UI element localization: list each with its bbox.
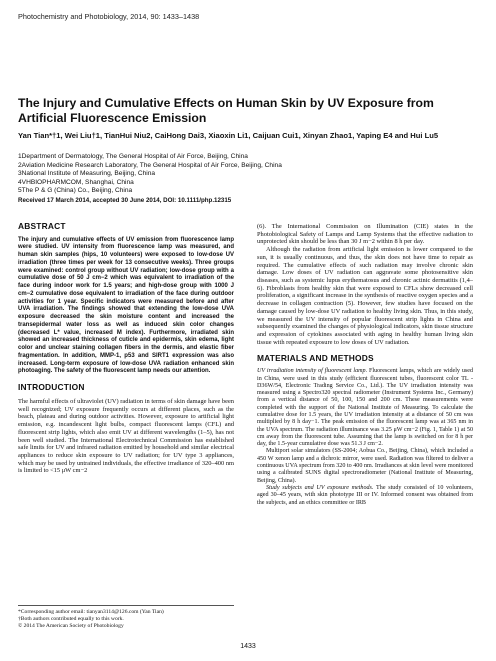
journal-citation: Photochemistry and Photobiology, 2014, 90: 1433–1438 — [18, 12, 200, 21]
affiliation: 4VHBIOPHARMCOM, Shanghai, China — [18, 178, 134, 186]
affiliation: 3National Institute of Measuring, Beijing, China — [18, 170, 156, 178]
body-paragraph: Although the radiation from artificial light emission is lower compared to the sun, it is usually continuous, and thus, the skin does not have time to repair as required. The cumulative effects of such radiation may involve chronic skin damage. Low doses of UV radiation can aggravate some photosensitive skin diseases, such as systemic lupus erythematosus and chronic actinic dermatitis (1,4–6). Fibroblasts from healthy skin that were exposed to CFLs show decreased cell proliferation, a significant increase in the synthesis of reactive oxygen species and a decrease in collagen contraction (5). However, few studies have focused on the damage caused by low-dose UV radiation to healthy living skin. Thus, in this study, we measured the UV intensity of popular fluorescent strip lights in China and subsequently examined the changes of physiological indicators, skin tissue structure and expression of cytokines associated with aging in healthy human living skin tissue with repeated exposure to low doses of UV radiation. — [257, 246, 473, 346]
footnote: *Corresponding author email: tianyan3114@126.com (Yan Tian) — [18, 609, 164, 615]
footnote: © 2014 The American Society of Photobiology — [18, 622, 124, 629]
left-column — [18, 223, 234, 475]
right-column — [257, 223, 473, 507]
introduction-heading: INTRODUCTION — [18, 382, 85, 393]
article-title: The Injury and Cumulative Effects on Human Skin by UV Exposure from Artificial Fluorescence Emission — [18, 96, 434, 125]
abstract-heading: ABSTRACT — [18, 221, 66, 231]
page-number: 1433 — [240, 643, 256, 650]
affiliation: 5The P & G (China) Co., Beijing, China — [18, 187, 133, 195]
methods-subheading: UV irradiation intensity of fluorescent lamp. — [257, 368, 368, 375]
affiliations — [18, 153, 480, 196]
received-line: Received 17 March 2014, accepted 30 June 2014, DOI: 10.1111/php.12315 — [18, 197, 232, 204]
affiliation: 2Aviation Medicine Research Laboratory, The General Hospital of Air Force, Beijing, China — [18, 161, 282, 169]
methods-heading: MATERIALS AND METHODS — [257, 352, 374, 363]
introduction-text: The harmful effects of ultraviolet (UV) radiation in terms of skin damage have been well recognized; UV exposure frequently occurs at different places, such as the beach, plateau and during outdoor activities. However, exposure to artificial light emission, e.g. incandescent light bulbs, compact fluorescent lamps (CFL) and fluorescent strip lights, which also emit UV at different wavelengths (1–5), has not been well studied. The International Electrotechnical Commission has established safe limits for UV and infrared radiation emitted by household and similar electrical appliances to reduce skin exposure to UV radiation; for UV type 3 appliances, which may be used by untrained individuals, the effective irradiance of 320–400 nm is limited to <15 μW cm−2 — [18, 397, 234, 475]
footnote: †Both authors contributed equally to this work. — [18, 615, 124, 622]
affiliation: 1Department of Dermatology, The General Hospital of Air Force, Beijing, China — [18, 153, 248, 160]
body-paragraph: (6). The International Commission on Illumination (CIE) states in the Photobiological Safety of Lamps and Lamp Systems that the effective radiation to unprotected skin should be less than 30 J m−2 within 8 h per day. — [257, 223, 473, 246]
methods-paragraph: Study subjects and UV exposure methods. The study consisted of 10 volunteers, aged 30–45 years, with skin phototype III or IV. Informed consent was obtained from the subjects, and an ethics committee or IRB — [257, 484, 474, 506]
methods-paragraph: UV irradiation intensity of fluorescent lamp. Fluorescent lamps, which are widely used in China, were used in this study (efficient fluorescent tubes, fluorescent color TL - D36W/54, Electronic Trading Service Co., Ltd.). The UV irradiation intensity was measured using a Spectro320 spectral radiometer (Instrument Systems Inc., Germany) from a vertical distance of 50, 100, 150 and 200 cm. These measurements were completed with the support of the National Institute of Measuring. To calculate the cumulative dose for 1.5 years, the UV irradiation intensity at a distance of 50 cm was multiplied by 8 h day−1. The peak emission of the fluorescent lamp was at 365 nm in the UVA spectrum. The radiation illuminance was 3.25 μW cm−2 (Fig. 1, Table 1) at 50 cm away from the fluorescent tube. Assuming that the lamp is switched on for 8 h per day, the 1.5-year cumulative dose was 51.3 J cm−2. — [257, 368, 474, 448]
methods-subheading: Study subjects and UV exposure methods. — [266, 484, 374, 491]
author-list: Yan Tian*†1, Wei Liu†1, TianHui Niu2, CaiHong Dai3, Xiaoxin Li1, Caijuan Cui1, Xinyan Zhao1, Yaping E4 and Hui Lu5 — [18, 131, 439, 140]
abstract-text: The injury and cumulative effects of UV emission from fluorescence lamp were studied. UV intensity from fluorescence lamp was measured, and human skin samples (hips, 10 volunteers) were exposed to low-dose UV irradiation (three times per week for 13 consecutive weeks). Three groups were examined: control group without UV radiation; low-dose group with a cumulative dose of 50 J cm−2 which was equivalent to irradiation of the face during indoor work for 1.5 years; and high-dose group with 1000 J cm−2 cumulative dose equivalent to irradiation of the face during outdoor activities for 1 year. Specific indicators were measured before and after UVA irradiation. The findings showed that extending the low-dose UVA exposure decreased the skin moisture content and increased the transepidermal water loss as well as induced skin color changes (decreased L* value, increased M index). Furthermore, irradiated skin showed an increased thickness of cuticle and epidermis, skin edema, light color and unclear staining collagen fibers in the dermis, and elastic fiber fragmentation. In addition, MMP-1, p53 and SIRT1 expression was also increased. Long-term exposure of low-dose UVA radiation enhanced skin photoaging. The safety of the fluorescent lamp needs our attention. — [18, 236, 234, 375]
footnotes — [18, 605, 234, 629]
methods-paragraph: Multiport solar simulators (SS-2004; Aobua Co., Beijing, China), which included a 450 W xenon lamp and a dichroic mirror, were used. Radiation was filtered to deliver a continuous UVA spectrum from 320 to 400 nm. Irradiances at skin level were monitored using a calibrated SUNS digital spectroradiometer (National Institute of Measuring, Beijing, China). — [257, 448, 473, 484]
